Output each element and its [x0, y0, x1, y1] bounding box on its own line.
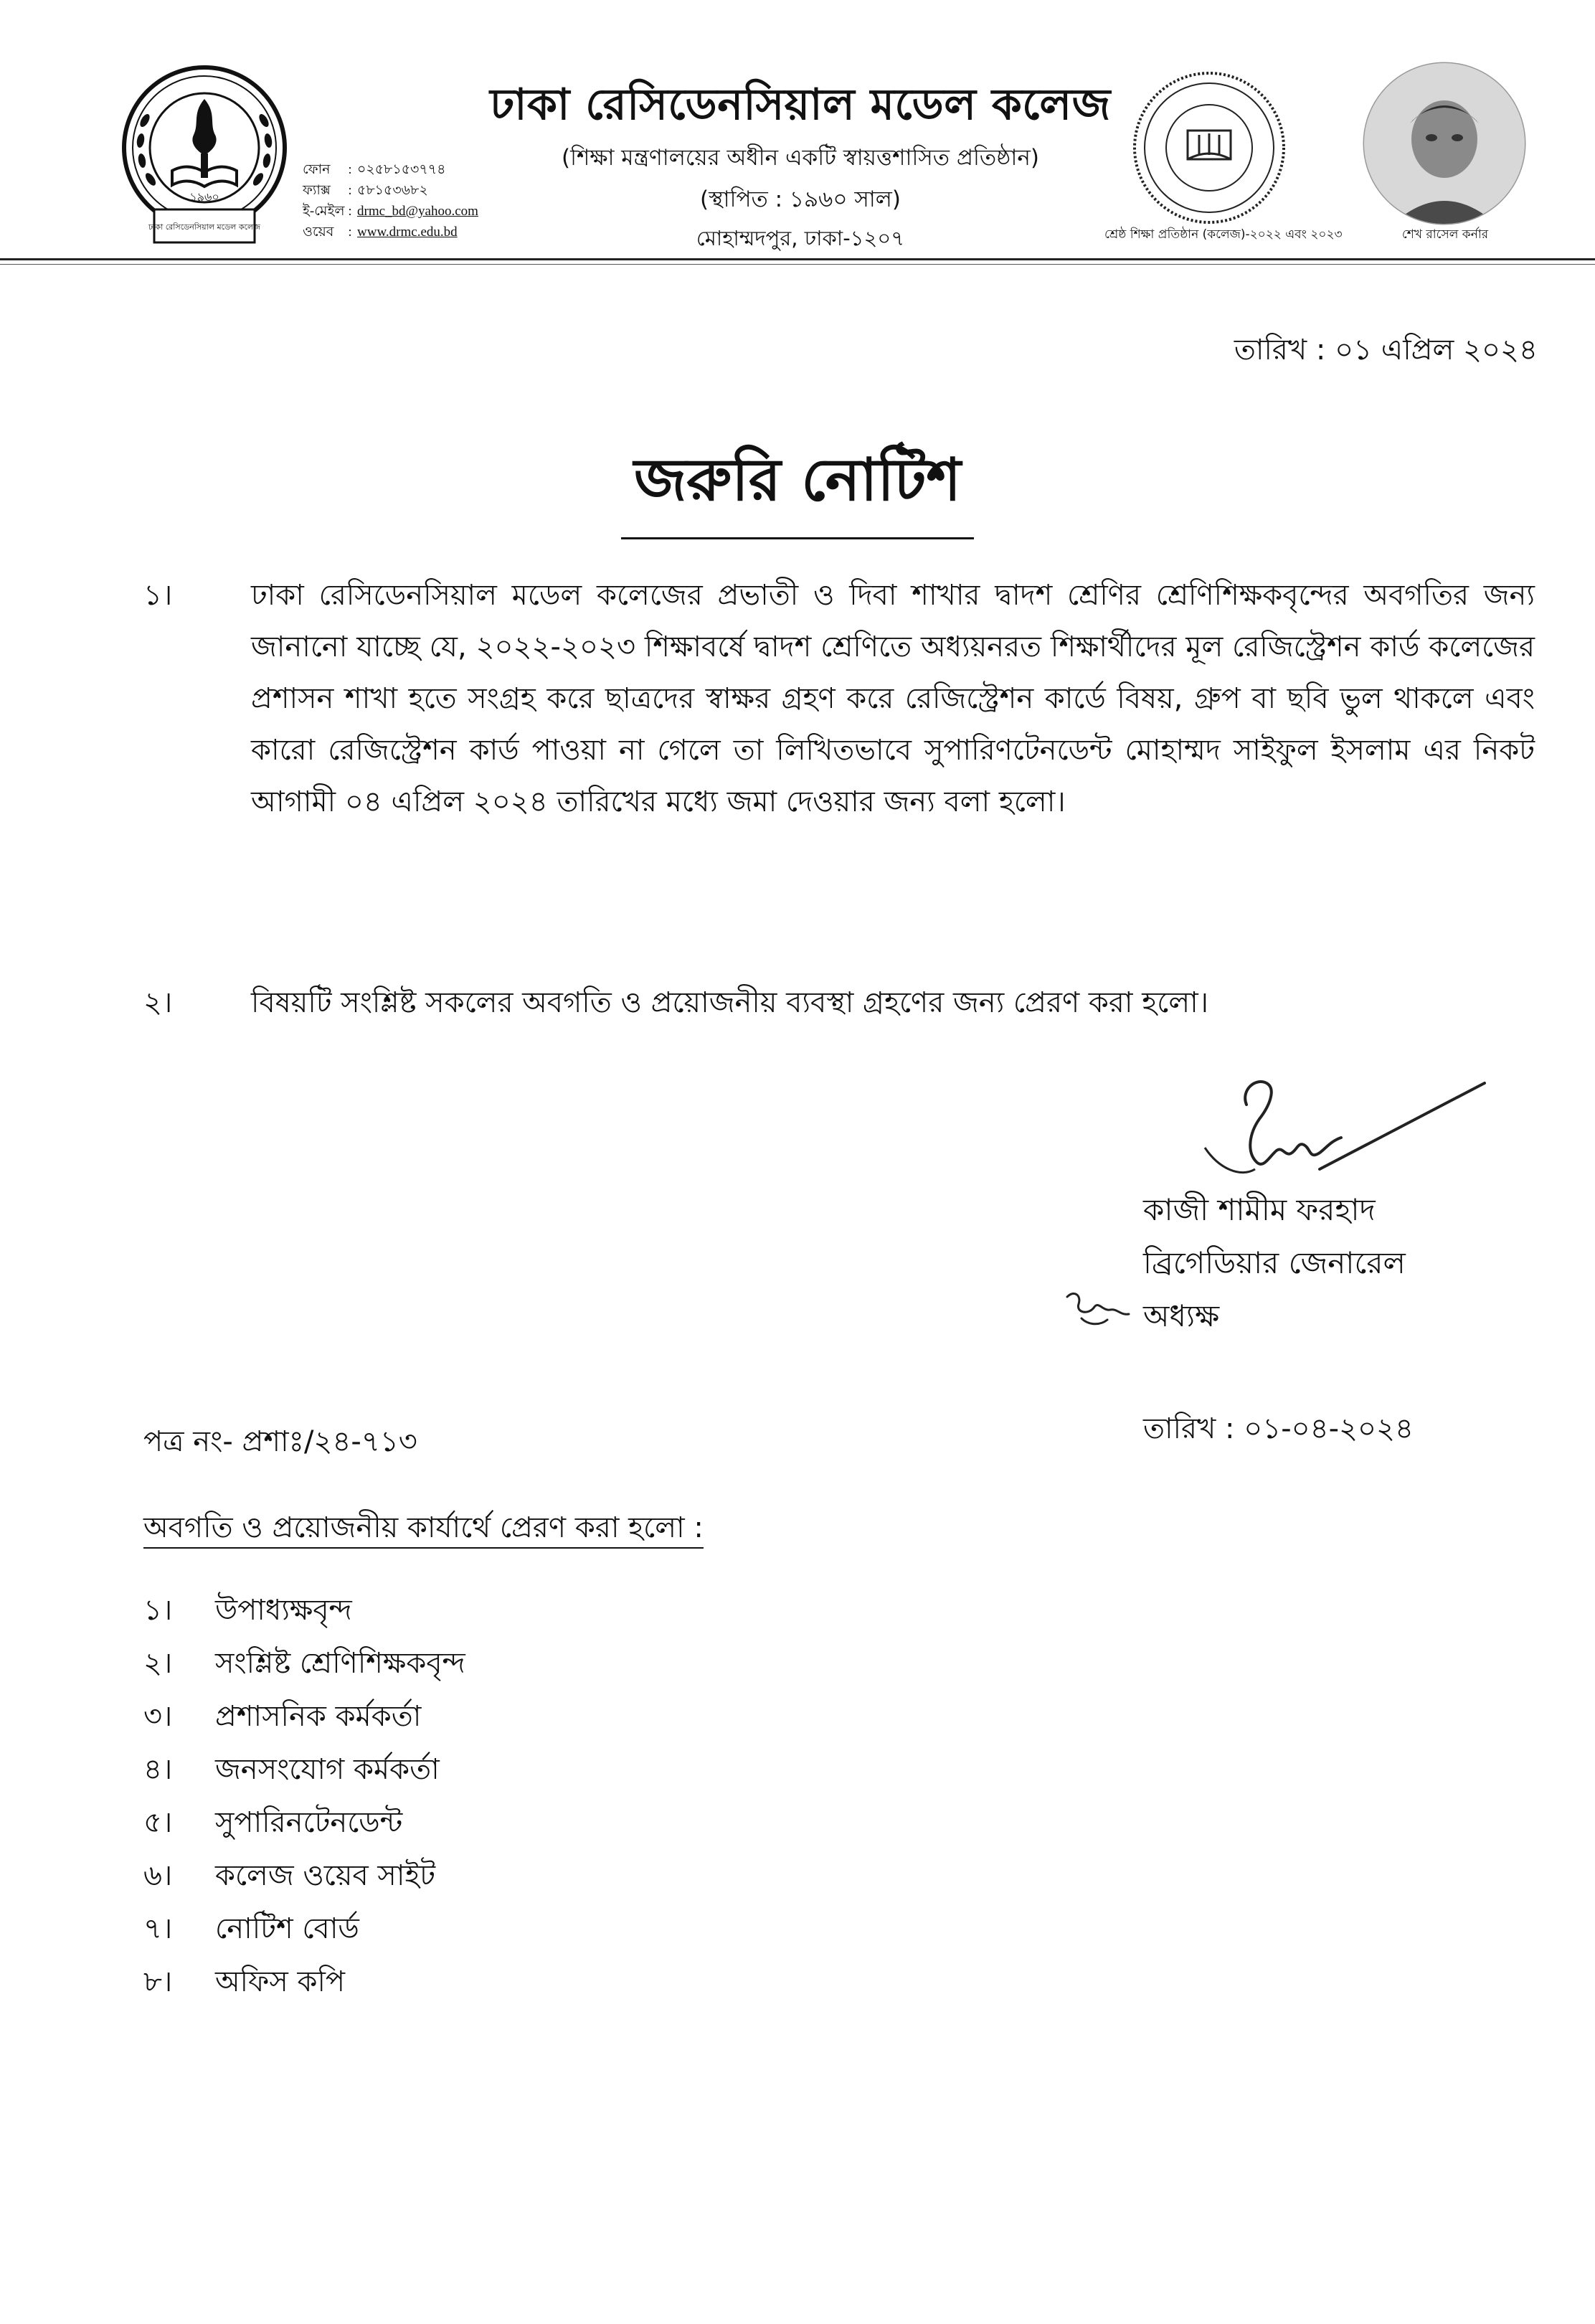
- list-item-label: সংশ্লিষ্ট শ্রেণিশিক্ষকবৃন্দ: [215, 1647, 465, 1680]
- phone-value: ০২৫৮১৫৩৭৭৪: [357, 162, 446, 177]
- notice-date: তারিখ : ০১ এপ্রিল ২০২৪: [1234, 334, 1538, 367]
- portrait-caption: শেখ রাসেল কর্নার: [1401, 227, 1489, 242]
- list-item-number: ৭।: [143, 1912, 173, 1945]
- signatory-name: কাজী শামীম ফরহাদ: [1143, 1192, 1376, 1227]
- reference-number: পত্র নং- প্রশাঃ/২৪-৭১৩: [143, 1425, 417, 1458]
- notice-paragraph-2: [143, 977, 1538, 1034]
- signatory-block: [1143, 1184, 1406, 1343]
- list-item-label: উপাধ্যক্ষবৃন্দ: [215, 1594, 352, 1627]
- logo-text: ঢাকা রেসিডেনসিয়াল মডেল কলেজ: [148, 222, 261, 232]
- list-item: [143, 1955, 1147, 2008]
- forward-heading-text: অবগতি ও প্রয়োজনীয় কার্যার্থে প্রেরণ করা হলো :: [143, 1511, 704, 1549]
- notice-paragraph-1: [143, 570, 1538, 885]
- notice-title-text: জরুরি নোটিশ: [621, 435, 974, 539]
- list-item: [143, 1849, 1147, 1902]
- list-item-number: ৪।: [143, 1753, 173, 1786]
- signatory-designation: অধ্যক্ষ: [1143, 1298, 1220, 1333]
- paragraph-text: ঢাকা রেসিডেনসিয়াল মডেল কলেজের প্রভাতী ও দিবা শাখার দ্বাদশ শ্রেণির শ্রেণিশিক্ষকবৃন্দের অবগতির জন্য জানানো যাচ্ছে যে, ২০২২-২০২৩ শিক্ষাবর্ষে দ্বাদশ শ্রেণিতে অধ্যয়নরত শিক্ষার্থীদের মূল রেজিস্ট্রেশন কার্ড কলেজের প্রশাসন শাখা হতে সংগ্রহ করে ছাত্রদের স্বাক্ষর গ্রহণ করে রেজিস্ট্রেশন কার্ডে বিষয়, গ্রুপ বা ছবি ভুল থাকলে এবং কারো রেজিস্ট্রেশন কার্ড পাওয়া না গেলে তা লিখিতভাবে সুপারিণটেনডেন্ট মোহাম্মদ সাইফুল ইসলাম এর নিকট আগামী ০৪ এপ্রিল ২০২৪ তারিখের মধ্যে জমা দেওয়ার জন্য বলা হলো।: [251, 579, 1535, 818]
- signature-date: তারিখ : ০১-০৪-২০২৪: [1143, 1412, 1414, 1445]
- award-caption: শ্রেষ্ঠ শিক্ষা প্রতিষ্ঠান (কলেজ)-২০২২ এবং ২০২৩: [1104, 227, 1343, 242]
- list-item: [143, 1584, 1147, 1637]
- website-link[interactable]: www.drmc.edu.bd: [357, 225, 458, 240]
- initial-mark: [1060, 1283, 1139, 1333]
- list-item-number: ৬।: [143, 1859, 173, 1892]
- phone-label: ফোন: [303, 162, 331, 177]
- college-address: মোহাম্মদপুর, ঢাকা-১২০৭: [696, 226, 905, 250]
- web-label: ওয়েব: [303, 225, 334, 240]
- college-logo: [115, 63, 294, 250]
- paragraph-text: বিষয়টি সংশ্লিষ্ট সকলের অবগতি ও প্রয়োজনীয় ব্যবস্থা গ্রহণের জন্য প্রেরণ করা হলো।: [251, 986, 1209, 1019]
- list-item-number: ৩।: [143, 1700, 173, 1733]
- email-label: ই-মেইল: [303, 204, 345, 219]
- list-item: [143, 1637, 1147, 1690]
- header-rule-thin: [0, 264, 1595, 265]
- list-item-label: সুপারিনটেনডেন্ট: [215, 1806, 403, 1839]
- award-seal-icon: [1130, 69, 1288, 227]
- fax-label: ফ্যাক্স: [303, 183, 331, 198]
- contact-web: ওয়েব : www.drmc.edu.bd: [303, 222, 478, 242]
- list-item-label: কলেজ ওয়েব সাইট: [215, 1859, 436, 1892]
- college-subtitle: (শিক্ষা মন্ত্রণালয়ের অধীন একটি স্বায়ত্তশাসিত প্রতিষ্ঠান): [562, 145, 1039, 171]
- signatory-rank: ব্রিগেডিয়ার জেনারেল: [1143, 1245, 1406, 1280]
- portrait-photo: [1360, 59, 1529, 228]
- college-name: ঢাকা রেসিডেনসিয়াল মডেল কলেজ: [490, 80, 1111, 130]
- list-item-label: নোটিশ বোর্ড: [215, 1912, 359, 1945]
- list-item: [143, 1743, 1147, 1796]
- list-item-number: ৮।: [143, 1965, 173, 1998]
- list-item: [143, 1796, 1147, 1849]
- forward-heading: [143, 1505, 704, 1553]
- contact-block: [303, 159, 478, 242]
- list-item: [143, 1690, 1147, 1743]
- paragraph-number: ১।: [143, 579, 173, 612]
- fax-value: ৫৮১৫৩৬৮২: [357, 183, 428, 198]
- header-rule: [0, 258, 1595, 260]
- logo-year: ১৯৬০: [189, 190, 219, 204]
- contact-fax: ফ্যাক্স : ৫৮১৫৩৬৮২: [303, 180, 478, 201]
- list-item-number: ২।: [143, 1647, 173, 1680]
- list-item-number: ১।: [143, 1594, 173, 1627]
- email-link[interactable]: drmc_bd@yahoo.com: [357, 204, 478, 219]
- established-year: (স্থাপিত : ১৯৬০ সাল): [700, 186, 901, 212]
- paragraph-number: ২।: [143, 986, 173, 1019]
- contact-email: ই-মেইল : drmc_bd@yahoo.com: [303, 201, 478, 222]
- list-item-label: জনসংযোগ কর্মকর্তা: [215, 1753, 440, 1786]
- recipient-list: [143, 1584, 1147, 2008]
- contact-phone: ফোন : ০২৫৮১৫৩৭৭৪: [303, 159, 478, 180]
- notice-title: [0, 435, 1595, 539]
- list-item-number: ৫।: [143, 1806, 173, 1839]
- list-item-label: অফিস কপি: [215, 1965, 346, 1998]
- list-item-label: প্রশাসনিক কর্মকর্তা: [215, 1700, 422, 1733]
- list-item: [143, 1902, 1147, 1955]
